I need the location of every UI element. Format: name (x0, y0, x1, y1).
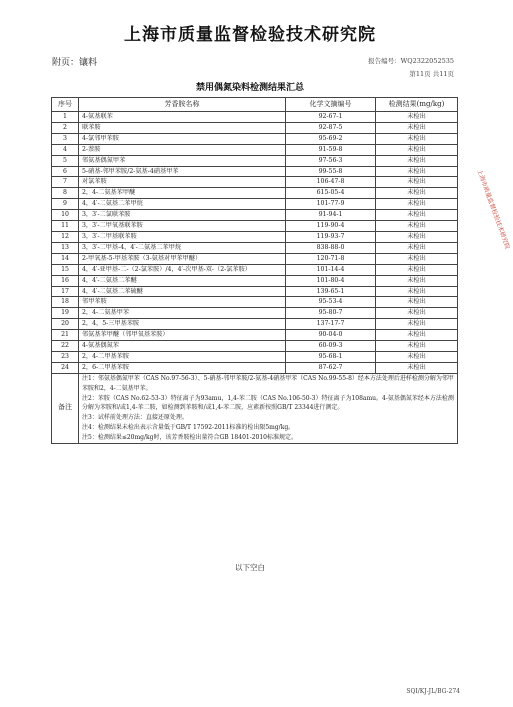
result-value: 未检出 (376, 308, 458, 319)
cas-number: 101-80-4 (286, 275, 376, 286)
result-value: 未检出 (376, 253, 458, 264)
result-value: 未检出 (376, 155, 458, 166)
cas-number: 120-71-8 (286, 253, 376, 264)
result-value: 未检出 (376, 122, 458, 133)
table-row (52, 341, 458, 352)
report-number: 报告编号：WQ2322052535 (368, 57, 454, 65)
amine-name: 2，4，5-三甲基苯胺 (79, 319, 286, 330)
table-body (52, 112, 458, 374)
row-number: 12 (52, 231, 79, 242)
remarks-label: 备注 (52, 373, 79, 443)
cas-number: 60-09-3 (286, 341, 376, 352)
cas-number: 106-47-8 (286, 177, 376, 188)
row-number: 11 (52, 221, 79, 232)
document-code: SQI/KJ-JL/BG-274 (406, 688, 460, 695)
row-number: 4 (52, 144, 79, 155)
table-row (52, 286, 458, 297)
result-value: 未检出 (376, 199, 458, 210)
row-number: 6 (52, 166, 79, 177)
cas-number: 101-14-4 (286, 264, 376, 275)
attachment-label: 附页：镶料 (52, 58, 98, 68)
amine-name: 4-氨基偶氮苯 (79, 341, 286, 352)
amine-name: 4，4′-二氨基二苯硫醚 (79, 286, 286, 297)
table-row (52, 199, 458, 210)
result-value: 未检出 (376, 330, 458, 341)
result-value: 未检出 (376, 231, 458, 242)
table-row (52, 264, 458, 275)
row-number: 23 (52, 351, 79, 362)
row-number: 16 (52, 275, 79, 286)
result-value: 未检出 (376, 177, 458, 188)
row-number: 1 (52, 112, 79, 123)
row-number: 10 (52, 210, 79, 221)
remarks-row (52, 373, 458, 443)
institute-title: 上海市质量监督检验技术研究院 (124, 25, 376, 45)
row-number: 8 (52, 188, 79, 199)
table-row (52, 231, 458, 242)
cas-number: 92-87-5 (286, 122, 376, 133)
cas-number: 91-59-8 (286, 144, 376, 155)
table-row (52, 253, 458, 264)
cas-number: 95-80-7 (286, 308, 376, 319)
row-number: 13 (52, 242, 79, 253)
end-note: 以下空白 (235, 563, 265, 572)
table-title: 禁用偶氮染料检测结果汇总 (195, 83, 304, 93)
cas-number: 101-77-9 (286, 199, 376, 210)
row-number: 18 (52, 297, 79, 308)
amine-name: 4，4′-亚甲基-二-（2-氯苯胺）/4，4′-次甲基-双-（2-氯苯胺） (79, 264, 286, 275)
table-row (52, 319, 458, 330)
table-row (52, 308, 458, 319)
cas-number: 119-90-4 (286, 221, 376, 232)
amine-name: 联苯胺 (79, 122, 286, 133)
cas-number: 615-05-4 (286, 188, 376, 199)
row-number: 3 (52, 133, 79, 144)
cas-number: 87-62-7 (286, 362, 376, 373)
cas-number: 838-88-0 (286, 242, 376, 253)
table-row (52, 166, 458, 177)
row-number: 9 (52, 199, 79, 210)
row-number: 5 (52, 155, 79, 166)
table-row (52, 351, 458, 362)
table-row (52, 330, 458, 341)
cas-number: 95-53-4 (286, 297, 376, 308)
result-value: 未检出 (376, 275, 458, 286)
amine-name: 4，4′-二氨基二苯甲烷 (79, 199, 286, 210)
table-row (52, 122, 458, 133)
amine-name: 对氯苯胺 (79, 177, 286, 188)
result-value: 未检出 (376, 242, 458, 253)
table-row (52, 188, 458, 199)
cas-number: 95-69-2 (286, 133, 376, 144)
result-value: 未检出 (376, 286, 458, 297)
amine-name: 2，4-二甲基苯胺 (79, 351, 286, 362)
table-row (52, 177, 458, 188)
amine-name: 5-硝基-邻甲苯胺/2-氨基-4硝基甲苯 (79, 166, 286, 177)
amine-name: 邻氨基偶氮甲苯 (79, 155, 286, 166)
remark-note: 注2：苯胺（CAS No.62-53-3）特征离子为93amu，1,4-苯二胺（CAS No.106-50-3）特征离子为108amu。4-氨基偶氮苯经本方法检测分解为苯胺和/或1,4-苯二胺，如检测到苯胺和/或1,4-苯二胺，应素新按照GB/T 23344进行测定。 (82, 394, 454, 412)
amine-name: 3，3′-二甲氧基联苯胺 (79, 221, 286, 232)
result-value: 未检出 (376, 264, 458, 275)
result-value: 未检出 (376, 341, 458, 352)
amine-name: 4-氯邻甲苯胺 (79, 133, 286, 144)
result-value: 未检出 (376, 362, 458, 373)
table-row (52, 210, 458, 221)
row-number: 24 (52, 362, 79, 373)
amine-name: 2，4-二氨基苯甲醚 (79, 188, 286, 199)
header-cas-number: 化学文摘编号 (286, 98, 376, 112)
amine-name: 邻甲苯胺 (79, 297, 286, 308)
table-row (52, 144, 458, 155)
table-row (52, 155, 458, 166)
row-number: 7 (52, 177, 79, 188)
result-value: 未检出 (376, 166, 458, 177)
result-value: 未检出 (376, 297, 458, 308)
result-value: 未检出 (376, 188, 458, 199)
amine-name: 邻氨基苯甲醚（邻甲氧基苯胺） (79, 330, 286, 341)
table-row (52, 133, 458, 144)
amine-name: 2，4-二氨基甲苯 (79, 308, 286, 319)
cas-number: 99-55-8 (286, 166, 376, 177)
cas-number: 91-94-1 (286, 210, 376, 221)
row-number: 21 (52, 330, 79, 341)
result-value: 未检出 (376, 112, 458, 123)
remark-note: 注1：邻氨基偶氮甲苯（CAS No.97-56-3）、5-硝基-邻甲苯胺/2-氨基-4硝基甲苯（CAS No.99-55-8）经本方法处理后进样检测分解为邻甲苯胺和2，4-二氨基甲苯。 (82, 374, 454, 392)
row-number: 2 (52, 122, 79, 133)
cas-number: 97-56-3 (286, 155, 376, 166)
result-value: 未检出 (376, 144, 458, 155)
table-row (52, 242, 458, 253)
result-value: 未检出 (376, 221, 458, 232)
row-number: 22 (52, 341, 79, 352)
remarks-content (79, 373, 458, 443)
amine-name: 3，3′-二氯联苯胺 (79, 210, 286, 221)
row-number: 17 (52, 286, 79, 297)
row-number: 14 (52, 253, 79, 264)
cas-number: 92-67-1 (286, 112, 376, 123)
cas-number: 119-93-7 (286, 231, 376, 242)
remark-note: 注5：检测结果≤20mg/kg时，该芳香胺检出量符合GB 18401-2010标准规定。 (82, 434, 298, 442)
table-header-row (52, 98, 458, 112)
page-indicator: 第11页 共11页 (409, 70, 454, 78)
amine-name: 3，3′-二甲基-4，4′-二氨基二苯甲烷 (79, 242, 286, 253)
results-table (51, 97, 458, 444)
cas-number: 90-04-0 (286, 330, 376, 341)
result-value: 未检出 (376, 133, 458, 144)
result-value: 未检出 (376, 210, 458, 221)
side-seal-stamp: 上海市质量监督检验技术研究院 (475, 168, 511, 251)
remark-note: 注3：试样前处理方法：直接还原处理。 (82, 414, 188, 422)
amine-name: 3，3′-二甲基联苯胺 (79, 231, 286, 242)
table-row (52, 297, 458, 308)
table-row (52, 275, 458, 286)
remark-note: 注4：检测结果未检出表示含量低于GB/T 17592-2011标准的检出限5mg/kg。 (82, 424, 295, 432)
amine-name: 4，4′-二氨基二苯醚 (79, 275, 286, 286)
amine-name: 4-氨基联苯 (79, 112, 286, 123)
cas-number: 139-65-1 (286, 286, 376, 297)
row-number: 15 (52, 264, 79, 275)
header-amine-name: 芳香胺名称 (79, 98, 286, 112)
amine-name: 2-甲氧基-5-甲基苯胺（3-氨基对甲苯甲醚） (79, 253, 286, 264)
cas-number: 95-68-1 (286, 351, 376, 362)
result-value: 未检出 (376, 351, 458, 362)
table-row (52, 112, 458, 123)
amine-name: 2，6-二甲基苯胺 (79, 362, 286, 373)
cas-number: 137-17-7 (286, 319, 376, 330)
header-no: 序号 (52, 98, 79, 112)
row-number: 20 (52, 319, 79, 330)
table-row (52, 221, 458, 232)
result-value: 未检出 (376, 319, 458, 330)
row-number: 19 (52, 308, 79, 319)
header-result: 检测结果(mg/kg) (376, 98, 458, 112)
table-row (52, 362, 458, 373)
amine-name: 2-萘胺 (79, 144, 286, 155)
